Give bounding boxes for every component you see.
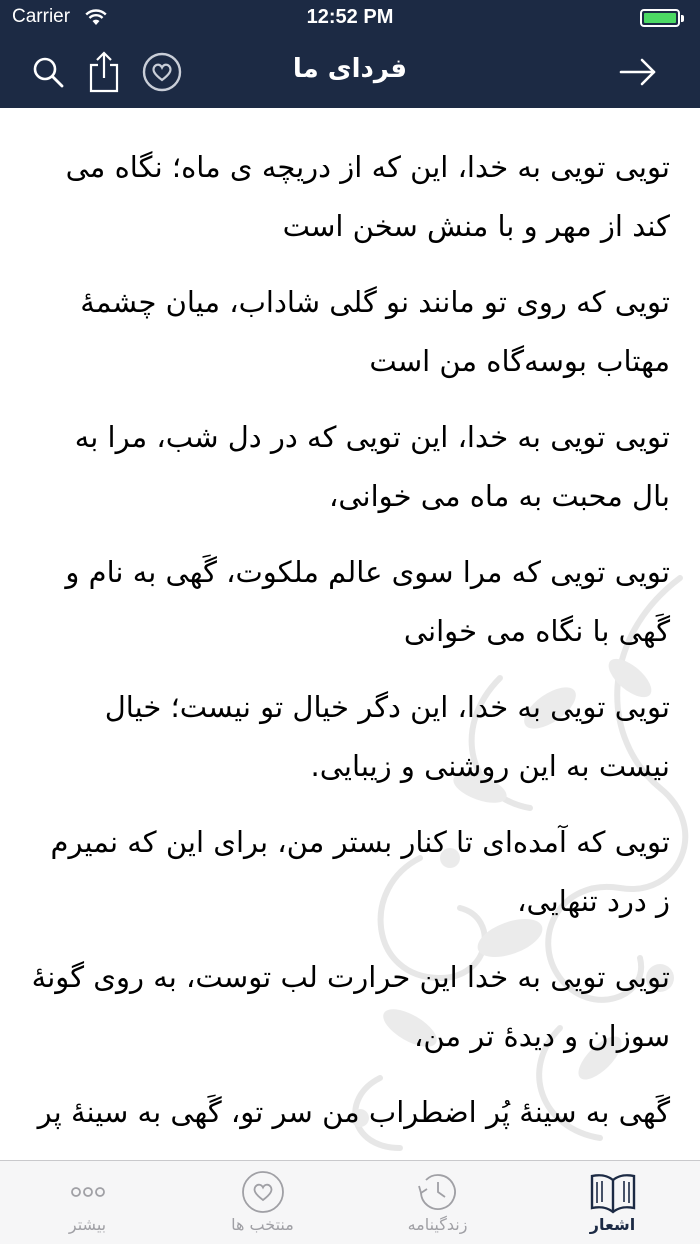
tab-more[interactable]	[0, 1161, 175, 1244]
clock: 12:52 PM	[306, 6, 394, 28]
tab-bar	[0, 1160, 700, 1244]
page-title: فردای ما	[292, 54, 408, 84]
tab-label: زندگینامه	[407, 1215, 468, 1234]
poem-stanza: تویی تویی به خدا، این دگر خیال تو نیست؛ خیال نیست به این روشنی و زیبایی.	[104, 690, 670, 783]
poem-stanza: تویی تویی به خدا، این که از دریچه ی ماه؛ نگاه می کند از مهر و با منش سخن است	[65, 150, 670, 243]
tab-poems[interactable]	[525, 1161, 700, 1244]
battery-icon	[640, 9, 680, 27]
poem-stanza: تویی تویی به خدا این حرارت لب توست، به روی گونهٔ سوزان و دیدهٔ تر من،	[31, 960, 670, 1053]
top-bar	[0, 0, 700, 108]
history-clock-icon	[413, 1169, 463, 1215]
carrier-label: Carrier	[12, 6, 71, 27]
poem-stanza: تویی که روی تو مانند نو گلی شاداب، میان چشمهٔ مهتاب بوسه‌گاه من است	[80, 285, 670, 378]
back-arrow-icon[interactable]	[616, 50, 660, 94]
more-dots-icon	[63, 1169, 113, 1215]
poem-stanza: گَهی به سینهٔ پُر اضطراب من سر تو، گَهی به سینهٔ پر	[37, 1095, 670, 1129]
status-bar	[0, 0, 700, 36]
heart-circle-icon	[238, 1169, 288, 1215]
tab-label: بیشتر	[68, 1215, 107, 1234]
tab-selected-poems[interactable]	[175, 1161, 350, 1244]
navigation-bar	[0, 36, 700, 108]
poem-stanza: تویی تویی به خدا، این تویی که در دل شب، مرا به بال محبت به ماه می خوانی،	[74, 420, 670, 513]
tab-label: اشعار	[589, 1215, 636, 1234]
poem-stanza: تویی تویی که مرا سوی عالم ملکوت، گَهی به نام و گَهی با نگاه می خوانی	[65, 555, 670, 648]
tab-label: منتخب ها	[231, 1215, 294, 1234]
poem-content[interactable]	[0, 108, 700, 1160]
poem-text	[0, 108, 700, 1142]
tab-biography[interactable]	[350, 1161, 525, 1244]
poem-stanza: تویی که آمده‌ای تا کنار بستر من، برای این که نمیرم ز درد تنهایی،	[50, 825, 670, 918]
open-book-icon	[588, 1169, 638, 1215]
